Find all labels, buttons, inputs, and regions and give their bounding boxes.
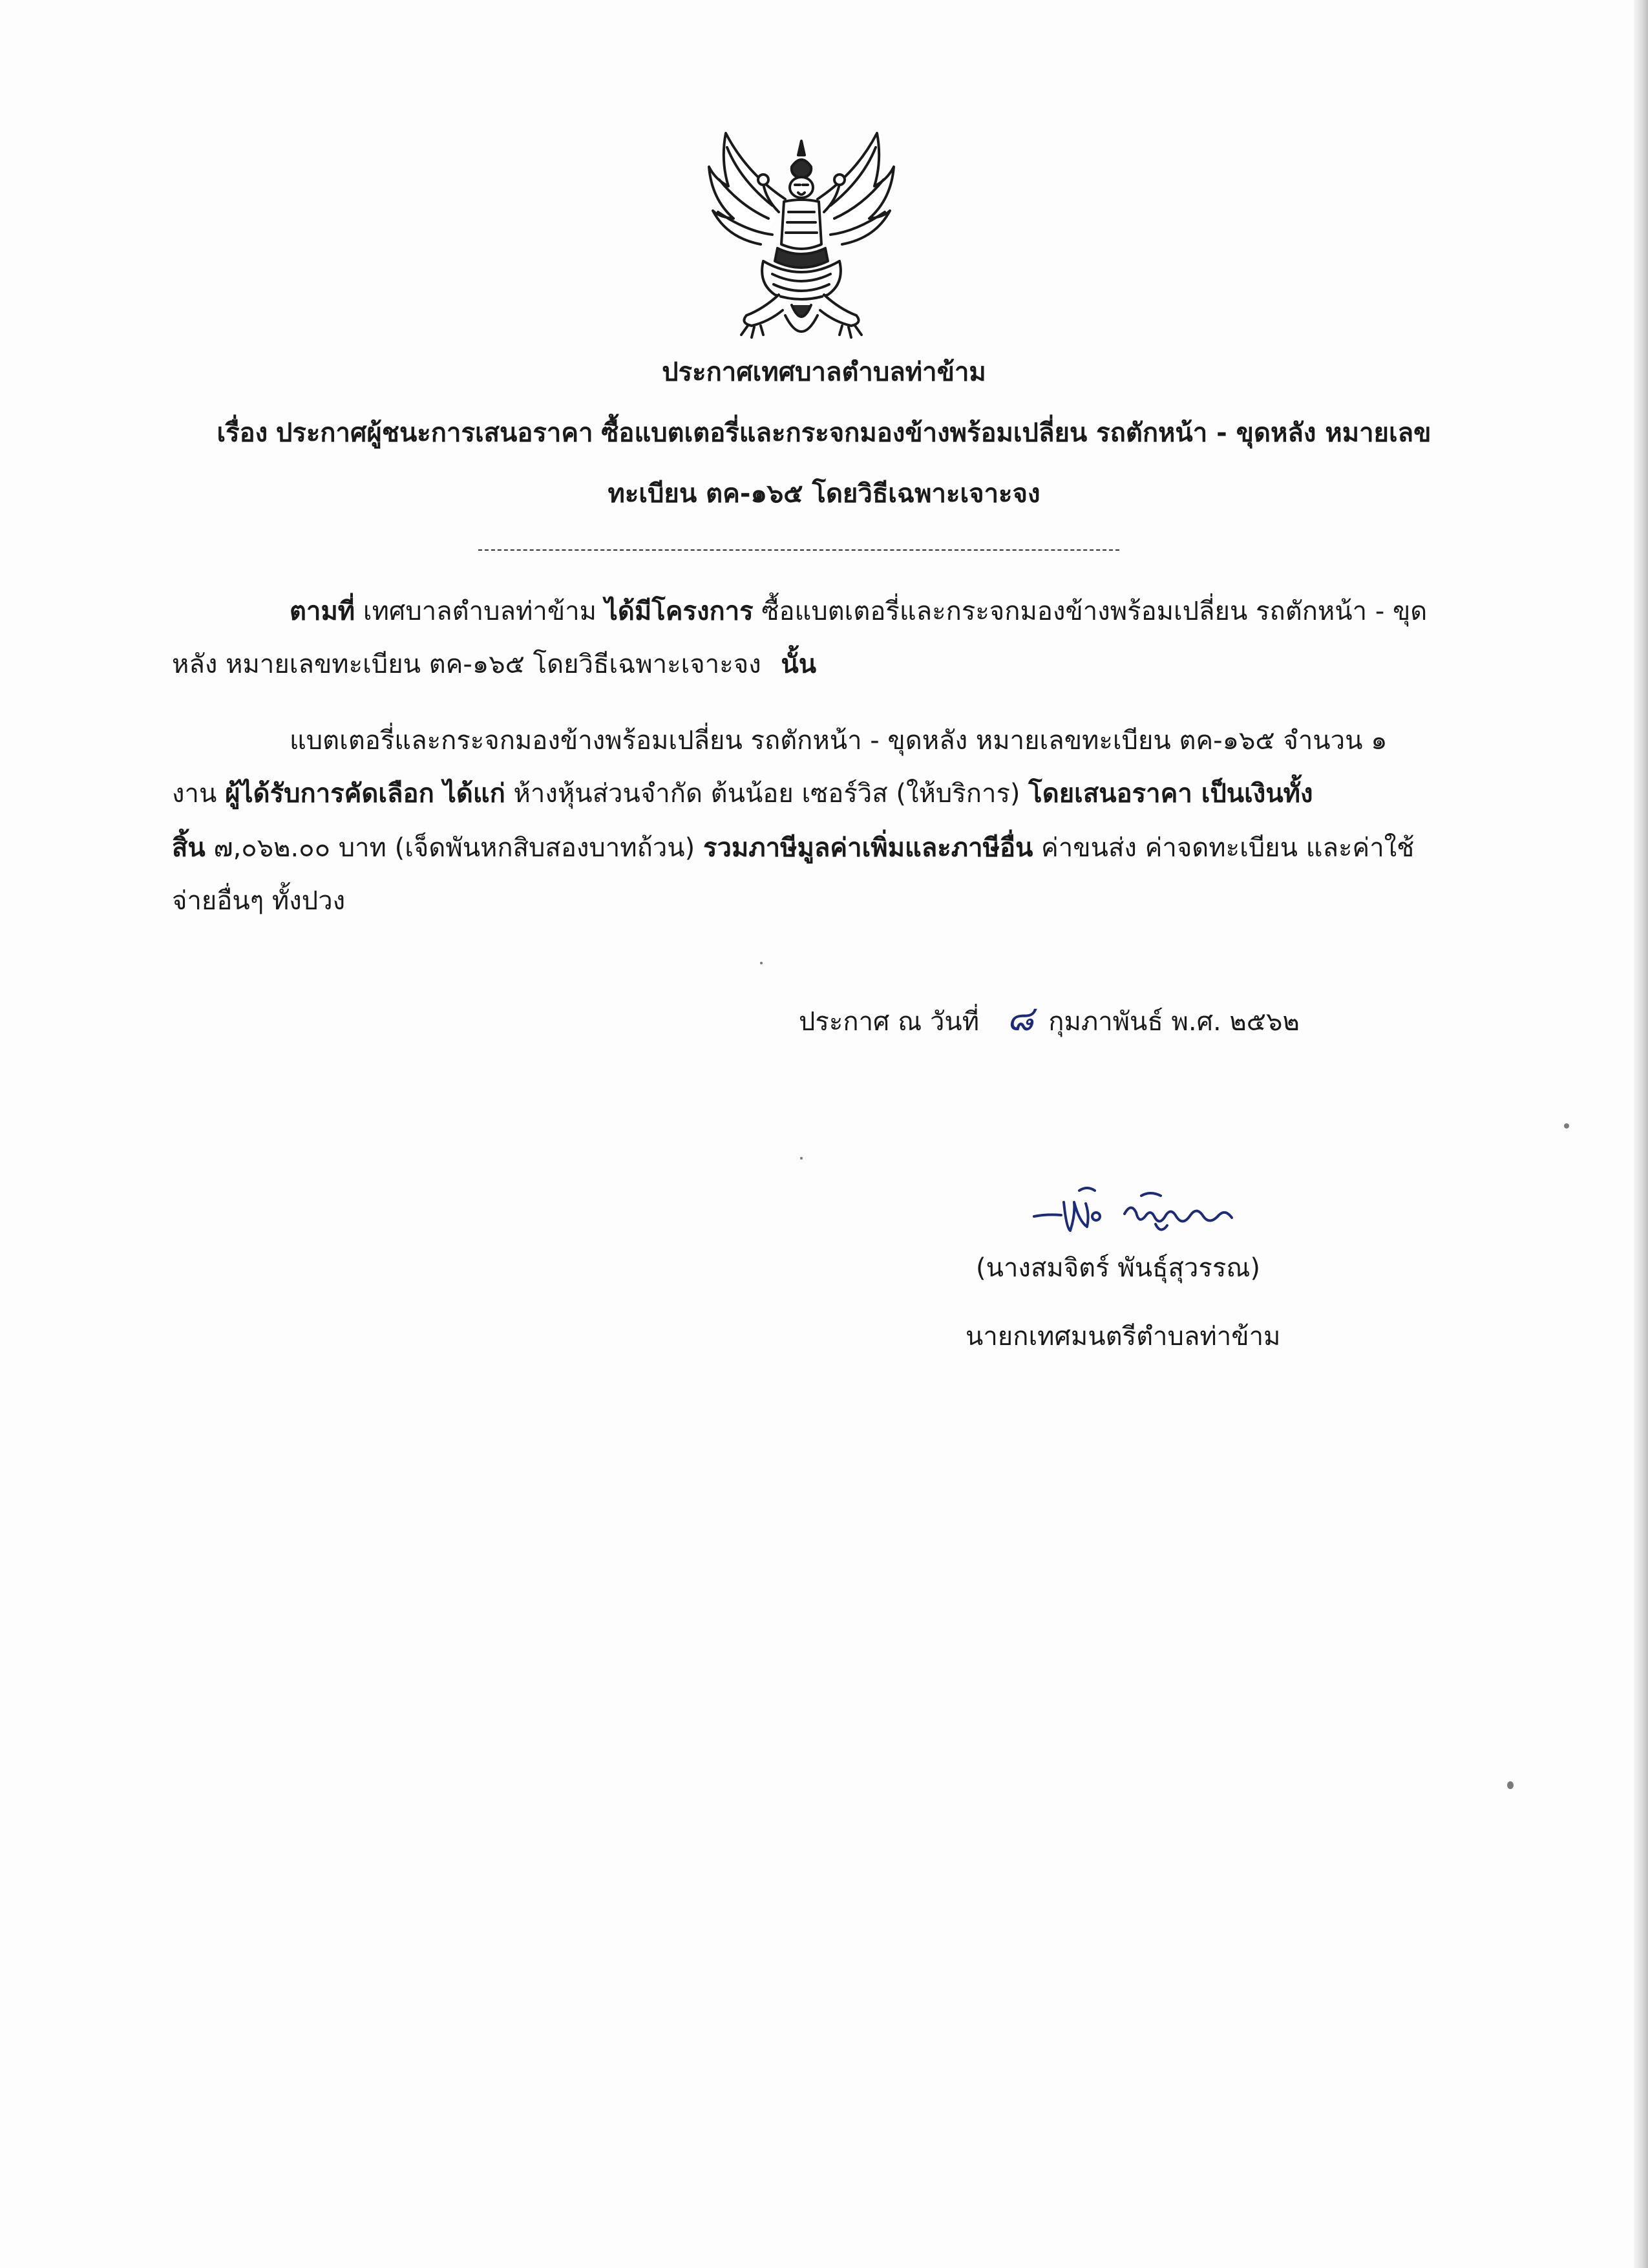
p2-winner: ห้างหุ้นส่วนจำกัด ต้นน้อย เซอร์วิส (ให้บริการ): [513, 779, 1020, 809]
paragraph-2-line-2: [172, 776, 1313, 812]
garuda-emblem-icon: [701, 122, 902, 354]
handwritten-signature: [1028, 1176, 1247, 1247]
p2-amount: ๗,๐๖๒.๐๐ บาท (เจ็ดพันหกสิบสองบาทถ้วน): [213, 833, 695, 863]
scan-edge-shadow: [1634, 0, 1648, 2268]
divider-line: [478, 549, 1119, 551]
p2-selected-label: ผู้ได้รับการคัดเลือก ได้แก่: [225, 779, 505, 809]
p1-lead: ตามที่: [290, 597, 355, 626]
subject-label: เรื่อง: [217, 418, 268, 448]
p2-unit: งาน: [172, 779, 217, 809]
p1-org: เทศบาลตำบลท่าข้าม: [363, 597, 597, 626]
p2-item: แบตเตอรี่และกระจกมองข้างพร้อมเปลี่ยน รถตักหน้า - ขุดหลัง หมายเลขทะเบียน ตค-๑๖๕ จำนวน ๑: [290, 726, 1388, 756]
p1-ending: นั้น: [781, 650, 817, 679]
p2-costs-cont: จ่ายอื่นๆ ทั้งปวง: [172, 886, 346, 916]
signer-name-text: (นางสมจิตร์ พันธุ์สุวรรณ): [976, 1253, 1261, 1283]
date-label: ประกาศ ณ วันที่: [799, 1007, 980, 1037]
scan-speck: [1507, 1781, 1514, 1789]
p2-total-prefix: สิ้น: [172, 833, 206, 863]
date-day-handwritten: ๘: [1006, 998, 1034, 1039]
p2-costs: ค่าขนส่ง ค่าจดทะเบียน และค่าใช้: [1041, 833, 1415, 863]
date-month-year: กุมภาพันธ์ พ.ศ. ๒๕๖๒: [1048, 1007, 1300, 1037]
page-title: [0, 354, 1648, 390]
p1-project-cont: หลัง หมายเลขทะเบียน ตค-๑๖๕ โดยวิธีเฉพาะเจาะจง: [172, 650, 761, 679]
paragraph-1-line-1: [290, 593, 1427, 630]
subject-line-2: [0, 476, 1648, 512]
p2-offer-label: โดยเสนอราคา เป็นเงินทั้ง: [1028, 779, 1313, 809]
signer-name: [976, 1250, 1260, 1286]
p1-project: ซื้อแบตเตอรี่และกระจกมองข้างพร้อมเปลี่ยน รถตักหน้า - ขุด: [761, 597, 1428, 626]
signer-position: [966, 1319, 1280, 1355]
scan-speck: [1564, 1123, 1569, 1129]
subject-heading: ประกาศผู้ชนะการเสนอราคา: [275, 418, 593, 448]
paragraph-1-line-2: [172, 646, 816, 683]
scan-speck: [800, 1157, 803, 1160]
p1-has-project: ได้มีโครงการ: [604, 597, 754, 626]
announcement-title: ประกาศเทศบาลตำบลท่าข้าม: [662, 357, 986, 387]
subject-text-cont: ทะเบียน ตค-๑๖๕ โดยวิธีเฉพาะเจาะจง: [607, 479, 1041, 509]
announcement-date: [799, 998, 1300, 1040]
paragraph-2-line-4: [172, 883, 345, 919]
p2-inclusive: รวมภาษีมูลค่าเพิ่มและภาษีอื่น: [703, 833, 1033, 863]
paragraph-2-line-1: [290, 723, 1388, 759]
scan-speck: [760, 962, 763, 964]
signer-position-text: นายกเทศมนตรีตำบลท่าข้าม: [966, 1322, 1281, 1351]
subject-line-1: [0, 415, 1648, 451]
subject-text: ซื้อแบตเตอรี่และกระจกมองข้างพร้อมเปลี่ยน รถตักหน้า - ขุดหลัง หมายเลข: [601, 418, 1431, 448]
paragraph-2-line-3: [172, 830, 1414, 866]
